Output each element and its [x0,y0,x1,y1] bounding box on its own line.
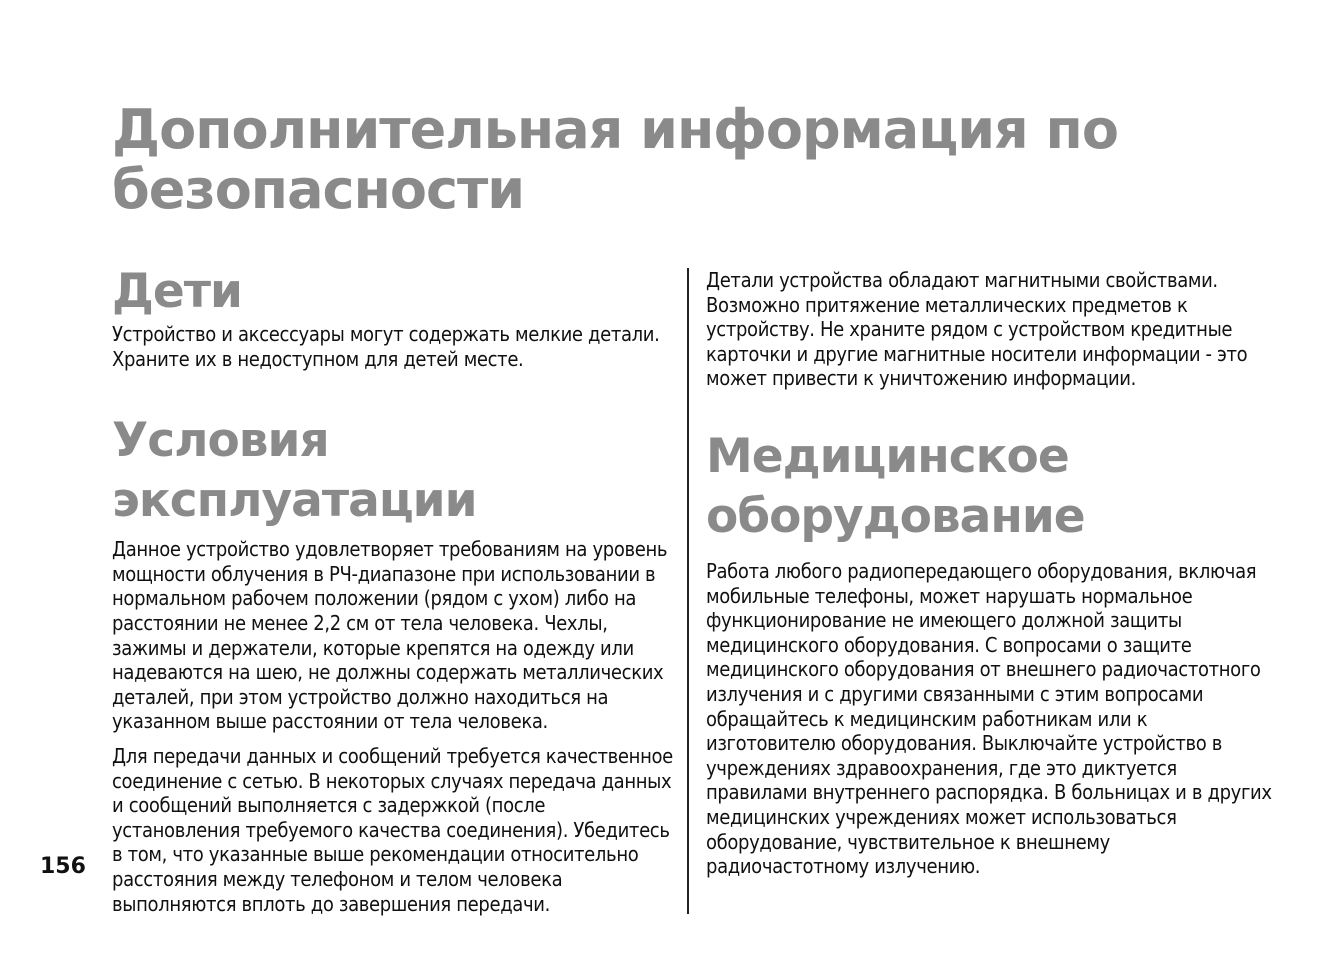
children-paragraph: Устройство и аксессуары могут содержать мелкие детали. Храните их в недоступном для детей месте. [112,322,660,371]
section-heading-operating-conditions: Условия эксплуатации [112,413,477,529]
medical-equipment-paragraph: Работа любого радиопередающего оборудования, включая мобильные телефоны, может нарушать нормальное функционирование не имеющего должной защиты медицинского оборудования. С вопросами о защите медицинского оборудования от внешнего радиочастотного излучения и с другими связанными с этим вопросами обращайтесь к медицинским работникам или к изготовителю оборудования. Выключайте устройство в учреждениях здравоохранения, где это диктуется правилами внутреннего распорядка. В больницах и в других медицинских учреждениях может использоваться оборудование, чувствительное к внешнему радиочастотному излучению. [706,558,1272,879]
page-title: Дополнительная информация по безопасности [112,98,1118,221]
operating-conditions-paragraph-2: Для передачи данных и сообщений требуется качественное соединение с сетью. В некоторых случаях передача данных и сообщений выполняется с задержкой (после установления требуемого качества соединения). Убедитесь в том, что указанные выше рекомендации относительно расстояния между телефоном и телом человека выполняются вплоть до завершения передачи. [112,743,673,916]
operating-conditions-paragraph-3: Детали устройства обладают магнитными свойствами. Возможно притяжение металлических предметов к устройству. Не храните рядом с устройством кредитные карточки и другие магнитные носители информации - это может привести к уничтожению информации. [706,268,1248,391]
page-number: 156 [40,854,86,879]
section-heading-medical-equipment: Медицинское оборудование [706,428,1085,544]
left-column [112,262,678,916]
column-divider [687,268,689,914]
right-column [706,268,1276,879]
operating-conditions-paragraph-1: Данное устройство удовлетворяет требованиям на уровень мощности облучения в РЧ-диапазоне при использовании в нормальном рабочем положении (рядом с ухом) либо на расстоянии не менее 2,2 см от тела человека. Чехлы, зажимы и держатели, которые крепятся на одежду или надеваются на шею, не должны содержать металлических деталей, при этом устройство должно находиться на указанном выше расстоянии от тела человека. [112,537,668,734]
section-heading-children: Дети [112,264,242,319]
